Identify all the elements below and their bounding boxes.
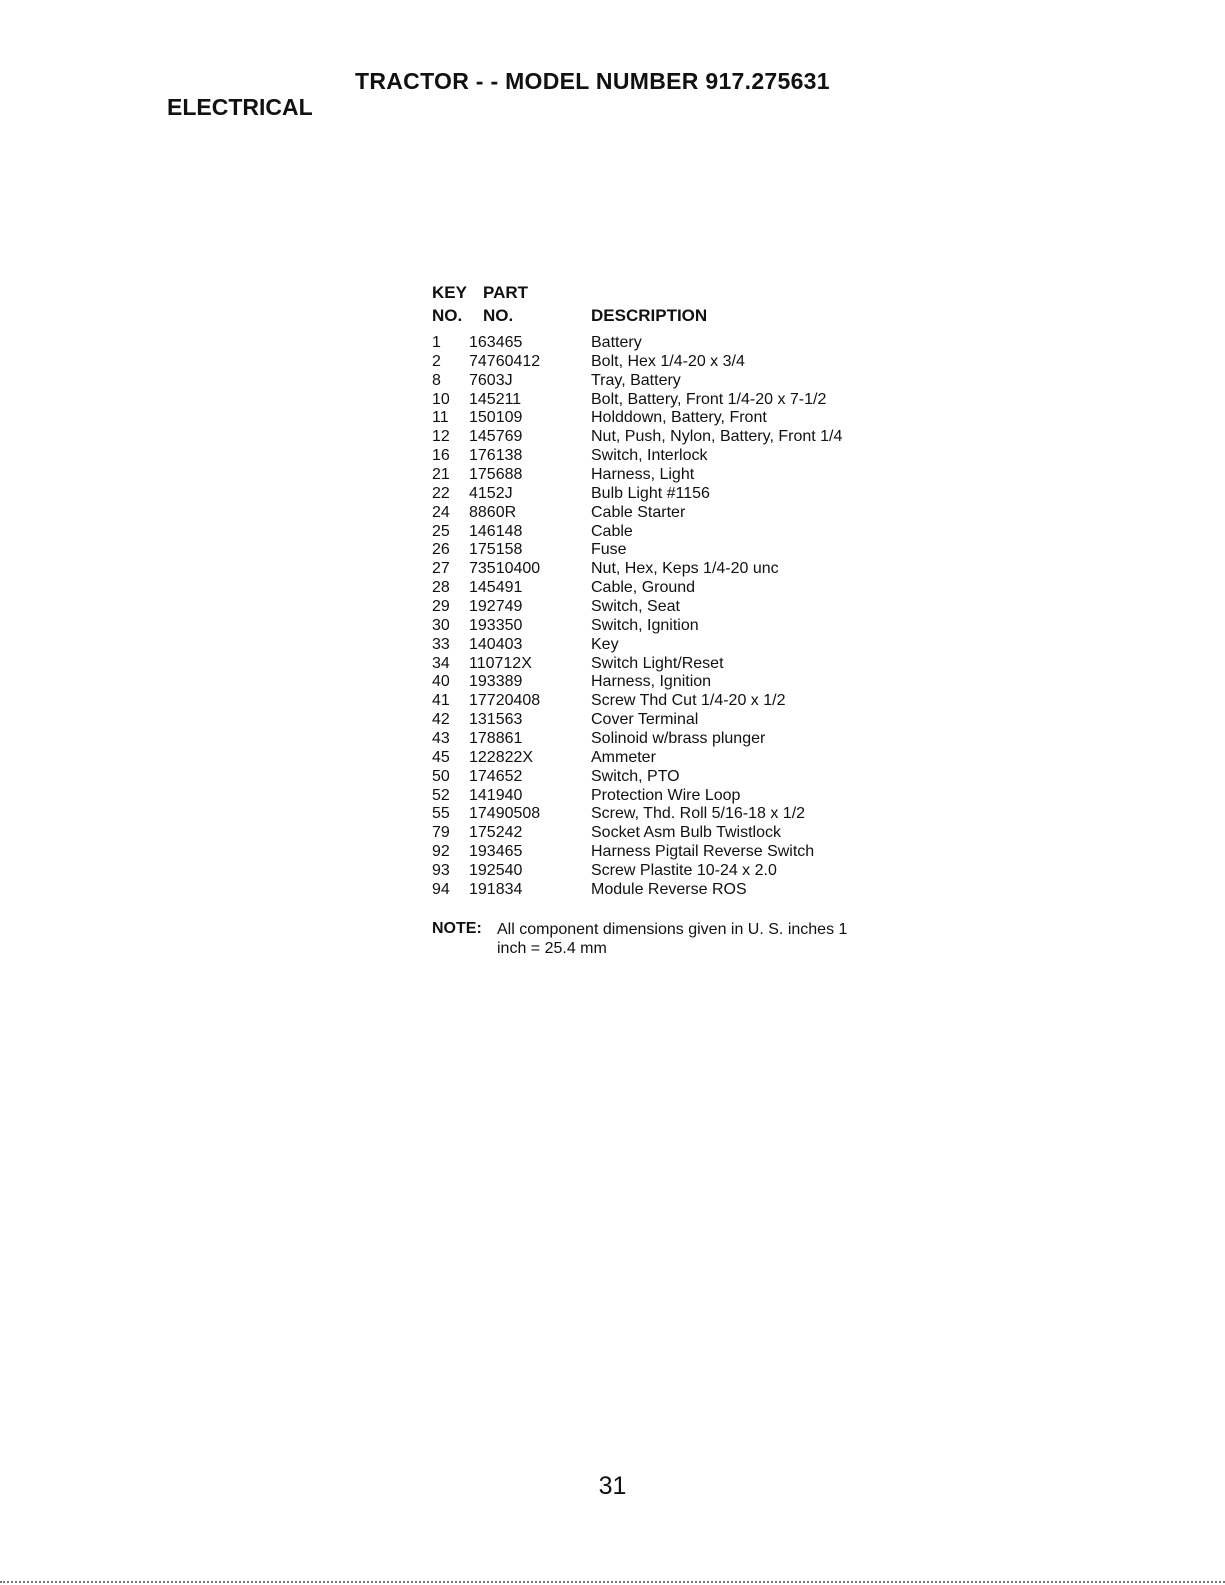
description-cell: Switch, Ignition: [591, 616, 699, 634]
page-title: TRACTOR - - MODEL NUMBER 917.275631: [355, 68, 830, 94]
description-cell: Battery: [591, 334, 642, 351]
header-part-line1: PART: [483, 283, 529, 302]
part-number-cell: 192540: [469, 862, 523, 880]
key-cell: 27: [432, 560, 450, 578]
part-number-cell: 145491: [469, 579, 523, 597]
header-part-line2: NO.: [483, 306, 514, 325]
part-number-cell: 175688: [469, 466, 523, 484]
key-cell: 21: [432, 466, 450, 484]
description-cell: Key: [591, 635, 619, 653]
part-number-cell: 17490508: [469, 805, 541, 823]
description-cell: Harness, Ignition: [591, 673, 712, 691]
key-cell: 92: [432, 843, 450, 861]
key-cell: 24: [432, 503, 450, 521]
part-number-cell: 193465: [469, 843, 523, 861]
description-cell: Module Reverse ROS: [591, 880, 747, 898]
note-label: NOTE:: [432, 920, 482, 937]
part-number-cell: 174652: [469, 767, 523, 785]
part-number-cell: 163465: [469, 334, 523, 351]
key-cell: 2: [432, 352, 441, 370]
part-number-cell: 73510400: [469, 560, 541, 578]
description-cell: Screw Plastite 10-24 x 2.0: [591, 862, 777, 880]
key-cell: 42: [432, 711, 450, 729]
part-number-cell: 146148: [469, 522, 523, 540]
key-cell: 30: [432, 616, 450, 634]
description-cell: Socket Asm Bulb Twistlock: [591, 824, 781, 842]
key-cell: 41: [432, 692, 450, 710]
key-cell: 79: [432, 824, 450, 842]
description-cell: Bolt, Hex 1/4-20 x 3/4: [591, 352, 745, 370]
description-cell: Switch, PTO: [591, 767, 680, 785]
description-cell: Nut, Hex, Keps 1/4-20 unc: [591, 560, 779, 578]
key-cell: 11: [432, 409, 449, 427]
key-cell: 94: [432, 880, 450, 898]
key-cell: 34: [432, 654, 450, 672]
part-number-cell: 193350: [469, 616, 523, 634]
key-cell: 25: [432, 522, 450, 540]
page-number: 31: [598, 1472, 627, 1500]
key-cell: 43: [432, 730, 450, 748]
part-number-cell: 193389: [469, 673, 523, 691]
description-cell: Protection Wire Loop: [591, 786, 741, 804]
key-cell: 12: [432, 428, 450, 446]
description-cell: Screw, Thd. Roll 5/16-18 x 1/2: [591, 805, 806, 823]
description-cell: Harness, Light: [591, 466, 695, 484]
key-cell: 29: [432, 598, 450, 616]
bottom-edge-rule: [0, 1581, 1225, 1583]
key-cell: 26: [432, 541, 450, 559]
key-cell: 93: [432, 862, 450, 880]
key-cell: 1: [432, 334, 441, 351]
description-cell: Cover Terminal: [591, 711, 699, 729]
key-cell: 40: [432, 673, 450, 691]
key-cell: 16: [432, 447, 450, 465]
header-key-line1: KEY: [432, 283, 467, 302]
part-number-cell: 131563: [469, 711, 523, 729]
part-number-cell: 176138: [469, 447, 523, 465]
description-cell: Screw Thd Cut 1/4-20 x 1/2: [591, 692, 786, 710]
key-cell: 10: [432, 390, 450, 408]
key-cell: 52: [432, 786, 450, 804]
part-number-cell: 8860R: [469, 503, 517, 521]
part-number-cell: 110712X: [469, 654, 532, 672]
description-cell: Bulb Light #1156: [591, 484, 710, 502]
description-cell: Nut, Push, Nylon, Battery, Front 1/4: [591, 428, 843, 446]
key-cell: 33: [432, 635, 450, 653]
part-number-cell: 145211: [469, 390, 522, 408]
key-cell: 45: [432, 748, 450, 766]
description-cell: Holddown, Battery, Front: [591, 409, 767, 427]
part-number-cell: 4152J: [469, 484, 513, 502]
description-cell: Bolt, Battery, Front 1/4-20 x 7-1/2: [591, 390, 827, 408]
part-number-cell: 175158: [469, 541, 523, 559]
description-cell: Cable Starter: [591, 503, 686, 521]
description-cell: Switch, Seat: [591, 598, 680, 616]
part-number-cell: 175242: [469, 824, 523, 842]
part-number-cell: 192749: [469, 598, 523, 616]
key-cell: 22: [432, 484, 450, 502]
key-cell: 55: [432, 805, 450, 823]
header-key-line2: NO.: [432, 306, 463, 325]
part-number-cell: 140403: [469, 635, 523, 653]
header-description: DESCRIPTION: [591, 306, 708, 325]
description-cell: Ammeter: [591, 748, 656, 766]
part-number-cell: 74760412: [469, 352, 541, 370]
part-number-cell: 150109: [469, 409, 523, 427]
description-cell: Harness Pigtail Reverse Switch: [591, 843, 815, 861]
key-cell: 28: [432, 579, 450, 597]
description-cell: Cable: [591, 522, 633, 540]
section-heading: ELECTRICAL: [167, 94, 313, 120]
part-number-cell: 141940: [469, 786, 523, 804]
part-number-cell: 17720408: [469, 692, 541, 710]
part-number-cell: 122822X: [469, 748, 534, 766]
description-cell: Switch Light/Reset: [591, 654, 724, 672]
description-cell: Tray, Battery: [591, 371, 681, 389]
description-cell: Fuse: [591, 541, 627, 559]
description-cell: Cable, Ground: [591, 579, 696, 597]
part-number-cell: 7603J: [469, 371, 513, 389]
description-cell: Solinoid w/brass plunger: [591, 730, 766, 748]
note-text: All component dimensions given in U. S. inches 1 inch = 25.4 mm: [497, 921, 848, 957]
key-cell: 50: [432, 767, 450, 785]
part-number-cell: 178861: [469, 730, 523, 748]
part-number-cell: 145769: [469, 428, 523, 446]
part-number-cell: 191834: [469, 880, 523, 898]
key-cell: 8: [432, 371, 441, 389]
description-cell: Switch, Interlock: [591, 447, 708, 465]
